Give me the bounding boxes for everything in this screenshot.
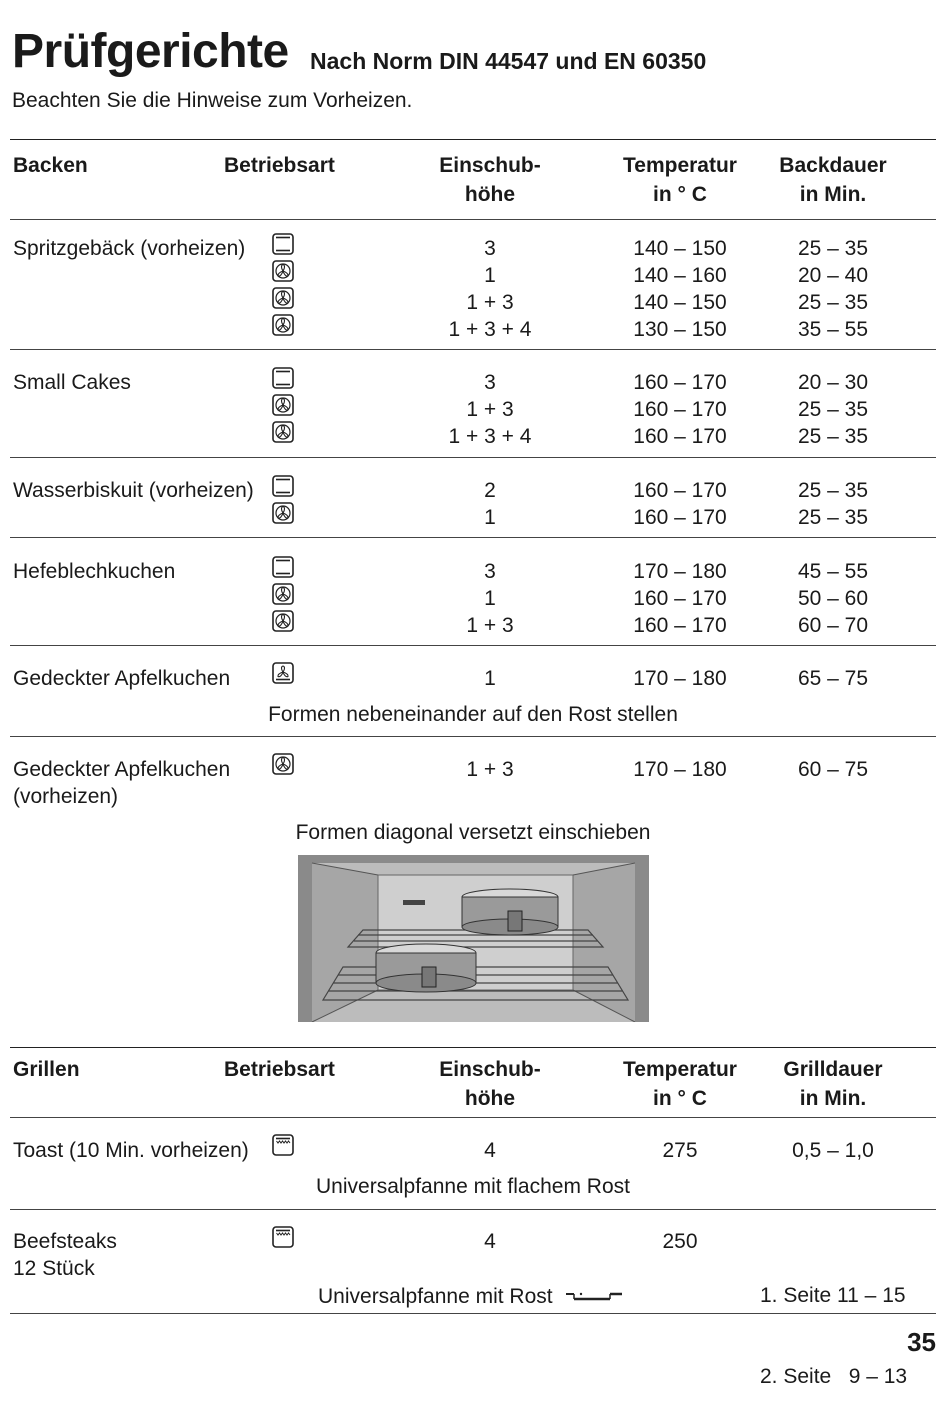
header-grillen: Grillen	[13, 1058, 80, 1081]
top-bottom-heat-icon	[272, 556, 294, 578]
dish-name: Gedeckter Apfelkuchen (vorheizen)	[13, 758, 231, 808]
level-column: 3 1 1 + 3	[466, 560, 514, 637]
header-backdauer: Backdauer in Min.	[779, 154, 887, 206]
hot-air-icon	[272, 502, 294, 524]
dish-name: Beefsteaks 12 Stück	[13, 1230, 117, 1280]
header-betriebsart: Betriebsart	[224, 154, 335, 177]
row-note: Universalpfanne mit Rost	[318, 1283, 624, 1310]
temp-column: 140 – 150 140 – 160 140 – 150 130 – 150	[633, 237, 727, 341]
row-note: Formen nebeneinander auf den Rost stellen	[268, 703, 678, 726]
temp-value: 250	[662, 1230, 698, 1253]
time-value: 65 – 75	[797, 667, 869, 690]
header-einschub: Einschub- höhe	[439, 1058, 541, 1110]
level-column: 2 1	[484, 479, 496, 529]
norm-subtitle: Nach Norm DIN 44547 und EN 60350	[310, 48, 707, 74]
dish-name: Gedeckter Apfelkuchen	[13, 667, 231, 690]
row-note: Universalpfanne mit flachem Rost	[316, 1175, 630, 1198]
header-backen: Backen	[13, 154, 88, 177]
dish-name: Small Cakes	[13, 371, 131, 394]
level-value: 1	[484, 667, 496, 690]
row-divider	[10, 736, 936, 737]
header-grilldauer: Grilldauer in Min.	[783, 1058, 883, 1110]
header-rule	[10, 219, 936, 220]
top-rule	[10, 139, 936, 140]
time-value: 60 – 75	[797, 758, 869, 781]
row-divider	[10, 349, 936, 350]
top-bottom-heat-icon	[272, 367, 294, 389]
dish-name: Hefeblechkuchen	[13, 560, 176, 583]
grill-icon	[272, 1134, 294, 1156]
mode-column	[272, 556, 298, 637]
row-divider	[10, 645, 936, 646]
dish-name: Toast (10 Min. vorheizen)	[13, 1139, 249, 1162]
row-divider	[10, 457, 936, 458]
top-bottom-heat-icon	[272, 475, 294, 497]
grill-icon	[272, 1226, 294, 1248]
temp-column: 160 – 170 160 – 170 160 – 170	[633, 371, 727, 448]
level-column: 3 1 + 3 1 + 3 + 4	[448, 371, 532, 448]
dish-name: Spritzgebäck (vorheizen)	[13, 237, 246, 260]
mode-column	[272, 233, 298, 341]
grill-top-rule	[10, 1047, 936, 1048]
rack-icon	[564, 1291, 624, 1303]
header-temperatur: Temperatur in ° C	[623, 1058, 737, 1110]
time-column: 20 – 30 25 – 35 25 – 35	[797, 371, 869, 448]
header-rule	[10, 1117, 936, 1118]
hot-air-icon	[272, 260, 294, 282]
header-einschub: Einschub- höhe	[439, 154, 541, 206]
page-title: Prüfgerichte	[12, 25, 289, 78]
mode-column	[272, 1226, 298, 1253]
oven-illustration	[298, 855, 649, 1022]
temp-value: 170 – 180	[633, 667, 727, 690]
hot-air-icon	[272, 610, 294, 632]
row-divider	[10, 1209, 936, 1210]
time-column: 45 – 55 50 – 60 60 – 70	[797, 560, 869, 637]
top-bottom-heat-icon	[272, 233, 294, 255]
mode-column	[272, 1134, 298, 1161]
time-value: 0,5 – 1,0	[792, 1139, 874, 1162]
page-number: 35	[907, 1327, 936, 1357]
temp-column: 160 – 170 160 – 170	[633, 479, 727, 529]
hot-air-icon	[272, 314, 294, 336]
hot-air-eco-icon	[272, 662, 294, 684]
bottom-rule	[10, 1313, 936, 1314]
level-value: 1 + 3	[466, 758, 514, 781]
dish-name: Wasserbiskuit (vorheizen)	[13, 479, 254, 502]
temp-column: 170 – 180 160 – 170 160 – 170	[633, 560, 727, 637]
level-column: 3 1 1 + 3 1 + 3 + 4	[448, 237, 532, 341]
time-column: 25 – 35 20 – 40 25 – 35 35 – 55	[797, 237, 869, 341]
mode-column	[272, 753, 298, 780]
preheat-hint: Beachten Sie die Hinweise zum Vorheizen.	[12, 89, 413, 112]
mode-column	[272, 367, 298, 448]
hot-air-icon	[272, 394, 294, 416]
hot-air-icon	[272, 287, 294, 309]
time-column: 1. Seite 11 – 15 2. Seite 9 – 13	[760, 1284, 908, 1388]
hot-air-icon	[272, 421, 294, 443]
temp-value: 170 – 180	[633, 758, 727, 781]
time-column: 25 – 35 25 – 35	[797, 479, 869, 529]
row-note: Formen diagonal versetzt einschieben	[295, 821, 651, 844]
mode-column	[272, 662, 298, 689]
header-temperatur: Temperatur in ° C	[623, 154, 737, 206]
row-divider	[10, 537, 936, 538]
level-value: 4	[484, 1139, 496, 1162]
mode-column	[272, 475, 298, 529]
level-value: 4	[484, 1230, 496, 1253]
hot-air-icon	[272, 583, 294, 605]
header-betriebsart: Betriebsart	[224, 1058, 335, 1081]
temp-value: 275	[662, 1139, 698, 1162]
hot-air-icon	[272, 753, 294, 775]
